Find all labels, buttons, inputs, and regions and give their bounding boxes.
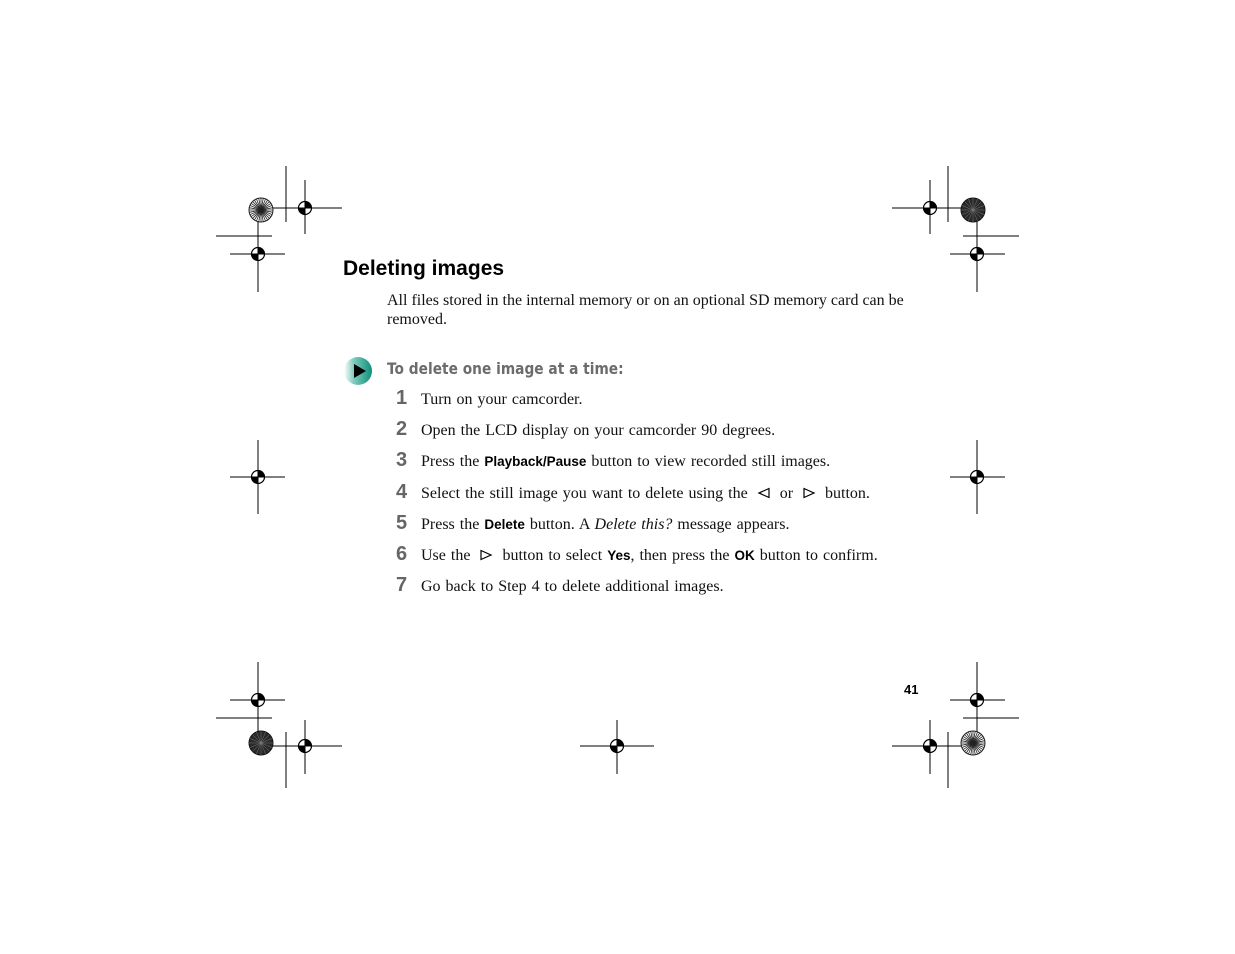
step-number: 1: [396, 387, 408, 409]
play-arrow-icon: [343, 356, 373, 386]
step-text: Go back to Step 4 to delete additional images.: [421, 578, 724, 596]
page-title: Deleting images: [343, 257, 505, 280]
step-text-part: button to select: [497, 546, 608, 564]
delete-button-label: Delete: [484, 516, 525, 532]
step-text-part: Press the: [421, 453, 485, 471]
step-text: [421, 485, 870, 503]
step-number: 7: [396, 574, 408, 597]
step-text-part: message appears.: [672, 515, 790, 533]
step-text-part: button.: [820, 484, 870, 502]
step-number: 2: [396, 418, 408, 441]
step-text-part: Use the: [421, 546, 476, 564]
step-text-part: or: [774, 484, 799, 502]
step-text-part: button to view recorded still images.: [586, 453, 831, 471]
step-text-part: Select the still image you want to delete using the: [421, 484, 753, 502]
triangle-right-icon: [479, 549, 493, 561]
yes-option-label: Yes: [607, 547, 631, 563]
playback-pause-button-label: Playback/Pause: [484, 454, 587, 470]
step-text-part: , then press the: [630, 546, 735, 564]
step-number: 4: [396, 480, 408, 503]
step-number: 5: [396, 511, 408, 534]
step-text: [421, 516, 789, 534]
step-text: Turn on your camcorder.: [421, 391, 583, 408]
step-text-part: button to confirm.: [754, 546, 878, 564]
intro-paragraph: All files stored in the internal memory or on an optional SD memory card can be removed.: [387, 292, 904, 328]
page-number: 41: [904, 682, 919, 697]
step-text: [421, 547, 878, 565]
step-number: 6: [396, 542, 408, 565]
step-text-part: Press the: [421, 515, 485, 533]
step-text: Open the LCD display on your camcorder 90 degrees.: [421, 422, 776, 440]
step-text: [421, 453, 830, 471]
triangle-right-icon: [802, 487, 816, 499]
step-text-part: button. A: [524, 515, 595, 533]
delete-this-message: Delete this?: [594, 515, 673, 533]
procedure-heading: To delete one image at a time:: [387, 359, 624, 378]
step-number: 3: [396, 449, 408, 472]
ok-button-label: OK: [734, 547, 755, 563]
triangle-left-icon: [757, 487, 771, 499]
